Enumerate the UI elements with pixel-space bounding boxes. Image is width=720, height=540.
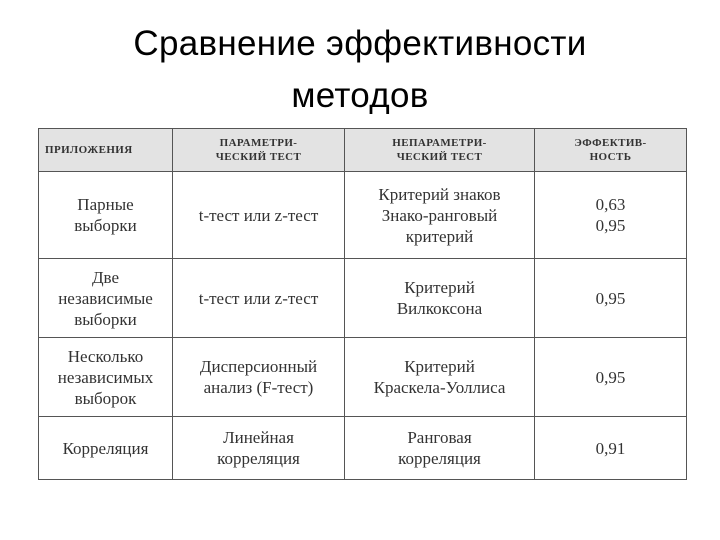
cell-line: выборки xyxy=(74,309,137,329)
cell-efficiency xyxy=(535,417,687,480)
cell-parametric xyxy=(173,417,345,480)
cell-line: Вилкоксона xyxy=(396,299,483,318)
cell-parametric xyxy=(173,338,345,417)
cell-line: 0,95 xyxy=(595,288,626,308)
cell-line: t-тест или z-тест xyxy=(198,288,319,308)
header-applications xyxy=(39,129,173,172)
cell-line: Критерий xyxy=(404,278,475,297)
cell-line: независимые xyxy=(58,288,153,308)
cell-line: анализ (F-тест) xyxy=(203,378,314,397)
table-row xyxy=(39,417,687,480)
cell-line: 0,91 xyxy=(595,438,626,458)
table-row xyxy=(39,172,687,259)
title-line-2: методов xyxy=(291,76,429,115)
cell-parametric xyxy=(173,172,345,259)
cell-line: Критерий знаков xyxy=(378,184,501,204)
header-efficiency-line-2: НОСТЬ xyxy=(589,151,632,163)
cell-line: Две xyxy=(91,267,120,287)
table-row xyxy=(39,338,687,417)
header-nonparametric xyxy=(345,129,535,172)
cell-line: Критерий xyxy=(404,357,475,376)
cell-line: 0,95 xyxy=(595,216,626,235)
cell-efficiency xyxy=(535,259,687,338)
cell-line: выборок xyxy=(74,388,137,408)
cell-line: независимых xyxy=(57,367,154,387)
header-efficiency xyxy=(535,129,687,172)
cell-line: t-тест или z-тест xyxy=(198,205,319,225)
table-row xyxy=(39,259,687,338)
cell-line: 0,95 xyxy=(595,367,626,387)
slide-title xyxy=(0,18,720,122)
title-line-1: Сравнение эффективности xyxy=(133,24,587,63)
cell-application xyxy=(39,259,173,338)
cell-application xyxy=(39,172,173,259)
cell-line: выборки xyxy=(74,216,137,235)
cell-parametric xyxy=(173,259,345,338)
cell-line: Ранговая xyxy=(407,428,472,447)
cell-line: Парные xyxy=(77,195,134,214)
cell-line: Корреляция xyxy=(62,438,149,458)
cell-line: корреляция xyxy=(217,449,300,468)
cell-line: критерий xyxy=(405,226,474,246)
cell-application xyxy=(39,338,173,417)
header-parametric xyxy=(173,129,345,172)
cell-efficiency xyxy=(535,172,687,259)
header-applications-label: ПРИЛОЖЕНИЯ xyxy=(45,144,133,156)
cell-efficiency xyxy=(535,338,687,417)
header-nonparametric-line-1: НЕПАРАМЕТРИ- xyxy=(392,137,487,149)
header-parametric-line-2: ЧЕСКИЙ ТЕСТ xyxy=(215,151,302,163)
cell-line: Линейная xyxy=(223,428,294,447)
cell-nonparametric xyxy=(345,338,535,417)
cell-line: Знако-ранговый xyxy=(381,205,498,225)
header-nonparametric-line-2: ЧЕСКИЙ ТЕСТ xyxy=(396,151,483,163)
cell-nonparametric xyxy=(345,417,535,480)
cell-nonparametric xyxy=(345,172,535,259)
cell-line: Дисперсионный xyxy=(199,357,318,376)
header-parametric-line-1: ПАРАМЕТРИ- xyxy=(219,137,298,149)
cell-application xyxy=(39,417,173,480)
cell-line: корреляция xyxy=(398,449,481,468)
header-efficiency-line-1: ЭФФЕКТИВ- xyxy=(574,137,647,149)
cell-line: Краскела-Уоллиса xyxy=(373,378,506,397)
cell-line: 0,63 xyxy=(595,195,626,214)
cell-line: Несколько xyxy=(67,346,144,366)
comparison-table-wrapper xyxy=(38,128,686,480)
cell-nonparametric xyxy=(345,259,535,338)
comparison-table xyxy=(38,128,687,480)
table-body xyxy=(39,172,687,480)
table-header xyxy=(39,129,687,172)
header-row xyxy=(39,129,687,172)
